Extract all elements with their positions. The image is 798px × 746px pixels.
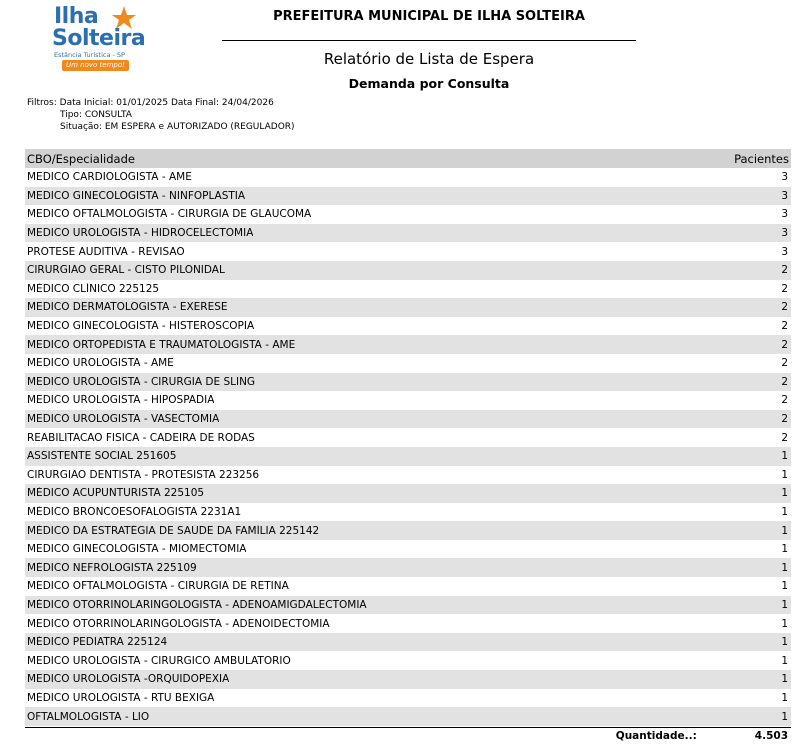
row-specialty: MEDICO UROLOGISTA - AME	[27, 357, 174, 370]
total-row	[616, 730, 788, 742]
row-patients: 2	[781, 357, 788, 370]
row-patients: 2	[781, 264, 788, 277]
total-value: 4.503	[754, 730, 788, 742]
row-patients: 2	[781, 431, 788, 444]
table-row	[25, 689, 791, 708]
row-patients: 1	[781, 561, 788, 574]
column-header-specialty: CBO/Especialidade	[27, 151, 135, 166]
row-specialty: MÉDICO NEFROLOGISTA 225109	[27, 561, 197, 574]
row-patients: 3	[781, 189, 788, 202]
row-specialty: MEDICO UROLOGISTA - HIDROCELECTOMIA	[27, 227, 254, 240]
row-specialty: MEDICO ORTOPEDISTA E TRAUMATOLOGISTA - AME	[27, 338, 296, 351]
row-specialty: OFTALMOLOGISTA - LIO	[27, 710, 150, 723]
row-patients: 1	[781, 487, 788, 500]
column-header-patients: Pacientes	[734, 151, 789, 166]
table-row	[25, 651, 791, 670]
report-subtitle: Demanda por Consulta	[348, 76, 510, 91]
row-specialty: REABILITACAO FISICA - CADEIRA DE RODAS	[27, 431, 255, 444]
row-specialty: MEDICO OFTALMOLOGISTA - CIRURGIA DE RETINA	[27, 580, 289, 593]
table-header	[25, 149, 791, 168]
filter-dates: Filtros: Data Inicial: 01/01/2025 Data Final: 24/04/2026	[27, 98, 274, 108]
table-row	[25, 391, 791, 410]
table-body	[25, 168, 791, 726]
logo-text-line1: Ilha	[54, 4, 99, 29]
row-patients: 2	[781, 338, 788, 351]
organization-title: PREFEITURA MUNICIPAL DE ILHA SOLTEIRA	[273, 9, 585, 24]
row-specialty: MÉDICO BRONCOESOFALOGISTA 2231A1	[27, 505, 242, 518]
row-specialty: MEDICO UROLOGISTA - HIPOSPADIA	[27, 394, 215, 407]
table-row	[25, 280, 791, 299]
table-row	[25, 242, 791, 261]
table-row	[25, 187, 791, 206]
table-row	[25, 614, 791, 633]
row-patients: 2	[781, 282, 788, 295]
table-row	[25, 558, 791, 577]
table-row	[25, 707, 791, 726]
table-row	[25, 466, 791, 485]
table-row	[25, 168, 791, 187]
row-specialty: CIRURGIÃO GERAL - CISTO PILONIDAL	[27, 264, 225, 277]
table-row	[25, 503, 791, 522]
row-specialty: MEDICO UROLOGISTA -ORQUIDOPEXIA	[27, 673, 230, 686]
table-row	[25, 354, 791, 373]
row-patients: 3	[781, 208, 788, 221]
row-specialty: MÉDICO PEDIATRA 225124	[27, 636, 168, 649]
table-row	[25, 335, 791, 354]
row-patients: 1	[781, 691, 788, 704]
row-patients: 2	[781, 394, 788, 407]
row-patients: 1	[781, 543, 788, 556]
table-row	[25, 521, 791, 540]
row-specialty: MÉDICO OTORRINOLARINGOLOGISTA - ADENOAMIGDALECTOMIA	[27, 598, 367, 611]
row-patients: 1	[781, 636, 788, 649]
total-label: Quantidade..:	[615, 730, 697, 742]
row-specialty: ASSISTENTE SOCIAL 251605	[27, 450, 177, 463]
table-row	[25, 633, 791, 652]
row-specialty: MEDICO GINECOLOGISTA - NINFOPLASTIA	[27, 189, 246, 202]
logo-text-line2: Solteira	[52, 26, 146, 51]
table-row	[25, 410, 791, 429]
logo-subtitle: Estância Turística - SP	[54, 51, 125, 59]
table-row	[25, 261, 791, 280]
row-specialty: MEDICO GINECOLOGISTA - HISTEROSCOPIA	[27, 320, 255, 333]
row-patients: 1	[781, 468, 788, 481]
table-row	[25, 447, 791, 466]
row-patients: 1	[781, 673, 788, 686]
row-specialty: MÉDICO CLÍNICO 225125	[27, 282, 160, 295]
table-row	[25, 540, 791, 559]
row-patients: 1	[781, 450, 788, 463]
filter-type: Tipo: CONSULTA	[60, 110, 132, 120]
row-specialty: MÉDICO DA ESTRATÉGIA DE SAÚDE DA FAMÍLIA 225142	[27, 524, 320, 537]
row-patients: 2	[781, 320, 788, 333]
table-row	[25, 205, 791, 224]
row-patients: 2	[781, 375, 788, 388]
row-specialty: PROTESE AUDITIVA - REVISÃO	[27, 245, 185, 258]
row-specialty: MÉDICO UROLOGISTA - RTU BEXIGA	[27, 691, 215, 704]
row-specialty: MEDICO CARDIOLOGISTA - AME	[27, 171, 192, 184]
table-row	[25, 224, 791, 243]
row-specialty: CIRURGIÃO DENTISTA - PROTESISTA 223256	[27, 468, 260, 481]
filters-block	[27, 97, 295, 133]
waitlist-table	[25, 149, 791, 726]
total-divider	[25, 727, 791, 728]
row-patients: 3	[781, 245, 788, 258]
row-patients: 1	[781, 710, 788, 723]
logo-tagline: Um novo tempo!	[62, 60, 129, 71]
filter-status: Situação: EM ESPERA e AUTORIZADO (REGULADOR)	[60, 122, 295, 132]
row-specialty: MEDICO UROLOGISTA - CIRURGIA DE SLING	[27, 375, 256, 388]
row-specialty: MEDICO GINECOLOGISTA - MIOMECTOMIA	[27, 543, 247, 556]
row-patients: 1	[781, 598, 788, 611]
row-patients: 1	[781, 505, 788, 518]
report-title: Relatório de Lista de Espera	[323, 50, 535, 68]
table-row	[25, 484, 791, 503]
row-patients: 1	[781, 654, 788, 667]
row-specialty: MEDICO UROLOGISTA - VASECTOMIA	[27, 413, 220, 426]
table-row	[25, 298, 791, 317]
row-patients: 1	[781, 617, 788, 630]
row-patients: 3	[781, 171, 788, 184]
row-specialty: MEDICO OFTALMOLOGISTA - CIRURGIA DE GLAUCOMA	[27, 208, 312, 221]
table-row	[25, 670, 791, 689]
row-patients: 2	[781, 413, 788, 426]
table-row	[25, 428, 791, 447]
logo	[50, 4, 150, 72]
row-specialty: MÉDICO ACUPUNTURISTA 225105	[27, 487, 205, 500]
table-row	[25, 596, 791, 615]
table-row	[25, 577, 791, 596]
row-specialty: MEDICO UROLOGISTA - CIRURGICO AMBULATORIO	[27, 654, 291, 667]
row-patients: 1	[781, 580, 788, 593]
table-row	[25, 373, 791, 392]
row-specialty: MEDICO OTORRINOLARINGOLOGISTA - ADENOIDECTOMIA	[27, 617, 330, 630]
row-patients: 1	[781, 524, 788, 537]
row-patients: 3	[781, 227, 788, 240]
table-row	[25, 317, 791, 336]
header-divider	[222, 40, 636, 41]
row-specialty: MEDICO DERMATOLOGISTA - EXERESE	[27, 301, 228, 314]
row-patients: 2	[781, 301, 788, 314]
